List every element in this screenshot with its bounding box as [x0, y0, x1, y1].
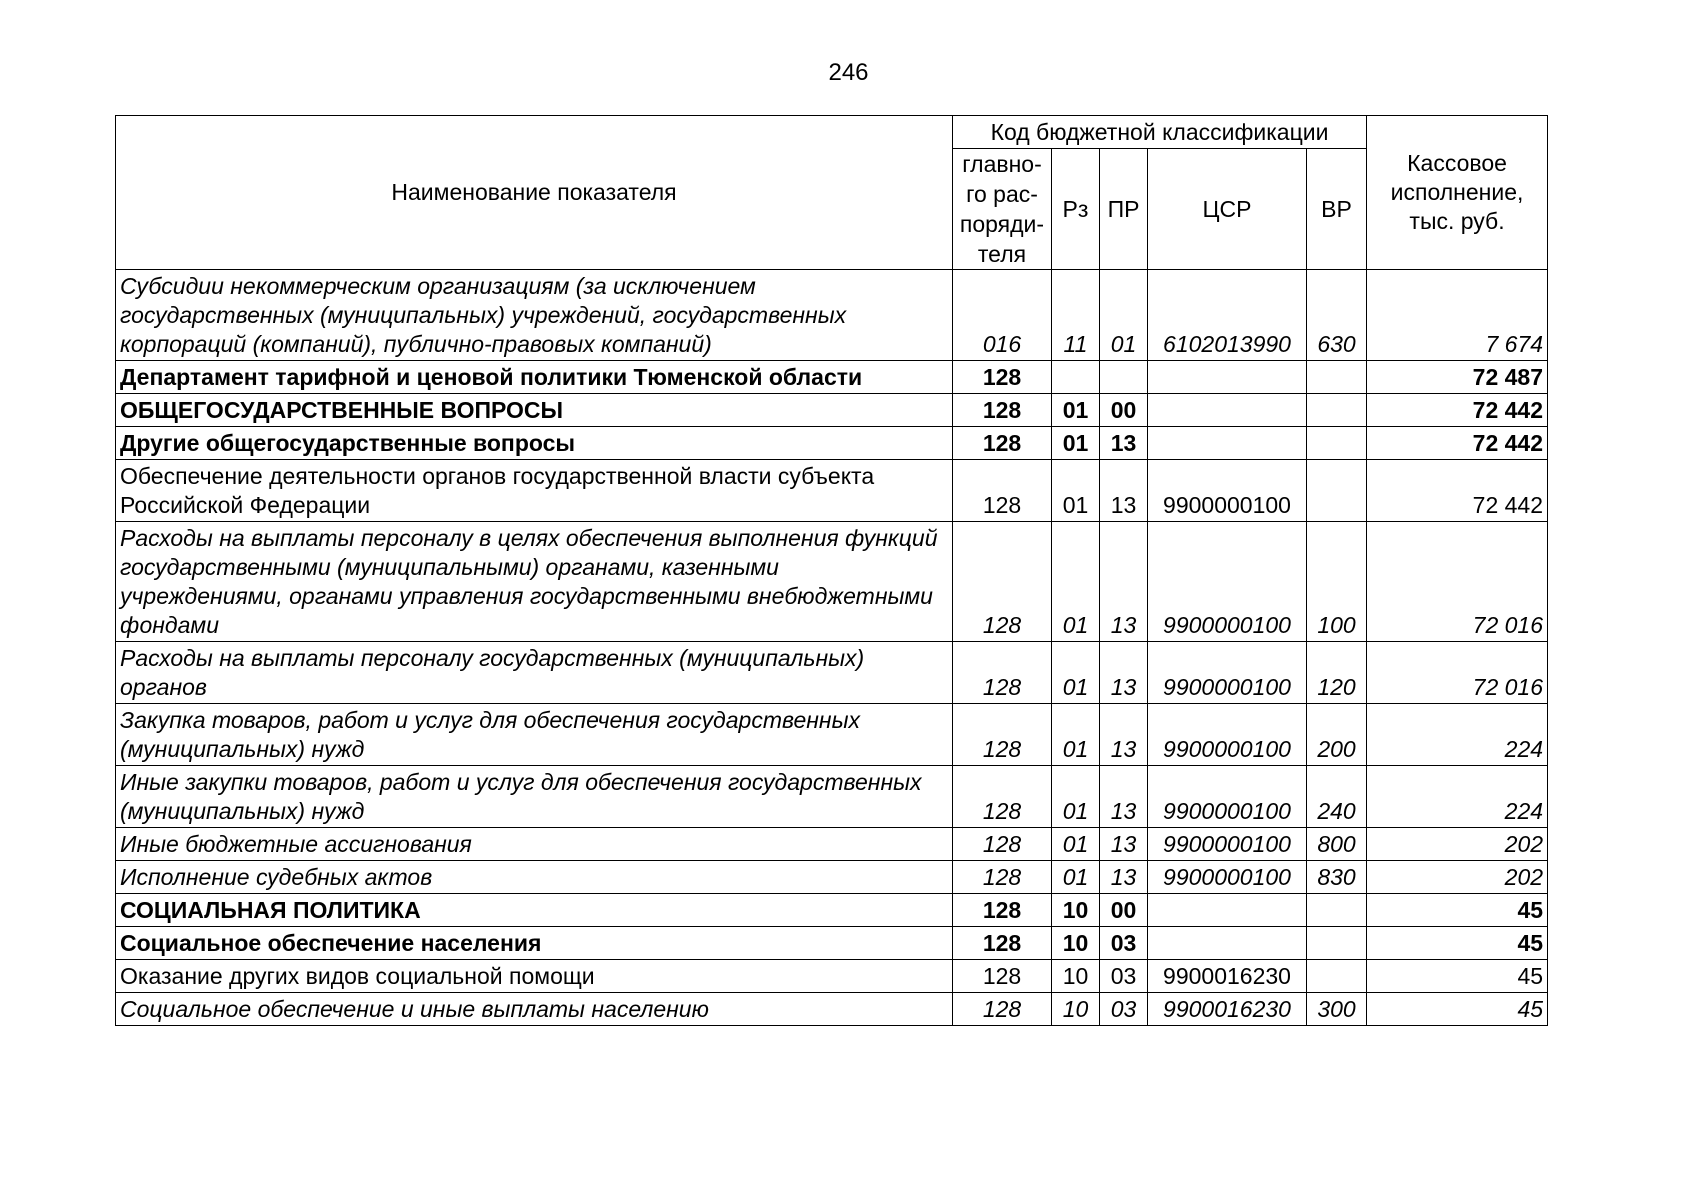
cell-vr: 300 [1307, 993, 1367, 1026]
cell-amount: 72 487 [1367, 361, 1548, 394]
cell-csr: 6102013990 [1148, 270, 1307, 361]
cell-glavn: 128 [953, 894, 1052, 927]
cell-glavn: 128 [953, 766, 1052, 828]
cell-vr: 630 [1307, 270, 1367, 361]
cell-amount: 72 016 [1367, 642, 1548, 704]
budget-table [115, 115, 1548, 1026]
table-row [116, 960, 1548, 993]
cell-glavn: 128 [953, 642, 1052, 704]
cell-rz: 01 [1052, 766, 1100, 828]
cell-rz: 10 [1052, 927, 1100, 960]
cell-glavn: 128 [953, 427, 1052, 460]
cell-rz: 01 [1052, 828, 1100, 861]
cell-pr [1100, 361, 1148, 394]
cell-name: Обеспечение деятельности органов государственной власти субъекта Российской Федерации [116, 460, 953, 522]
cell-csr [1148, 894, 1307, 927]
table-row [116, 270, 1548, 361]
page-number: 246 [828, 59, 869, 86]
cell-csr: 9900000100 [1148, 642, 1307, 704]
cell-name: Другие общегосударственные вопросы [116, 427, 953, 460]
cell-glavn: 128 [953, 828, 1052, 861]
cell-glavn: 128 [953, 927, 1052, 960]
header-rz: Рз [1052, 149, 1100, 270]
cell-amount: 45 [1367, 960, 1548, 993]
cell-pr: 13 [1100, 704, 1148, 766]
cell-vr: 830 [1307, 861, 1367, 894]
cell-name: Иные бюджетные ассигнования [116, 828, 953, 861]
cell-vr [1307, 460, 1367, 522]
table-row [116, 766, 1548, 828]
cell-name: ОБЩЕГОСУДАРСТВЕННЫЕ ВОПРОСЫ [116, 394, 953, 427]
cell-glavn: 128 [953, 522, 1052, 642]
cell-rz: 01 [1052, 427, 1100, 460]
cell-name: Социальное обеспечение и иные выплаты населению [116, 993, 953, 1026]
cell-csr: 9900000100 [1148, 828, 1307, 861]
cell-pr: 13 [1100, 427, 1148, 460]
cell-pr: 13 [1100, 460, 1148, 522]
cell-amount: 224 [1367, 766, 1548, 828]
cell-csr [1148, 361, 1307, 394]
cell-pr: 13 [1100, 766, 1148, 828]
table-row [116, 522, 1548, 642]
cell-csr [1148, 427, 1307, 460]
cell-rz: 01 [1052, 861, 1100, 894]
cell-pr: 13 [1100, 642, 1148, 704]
header-pr: ПР [1100, 149, 1148, 270]
table-row [116, 394, 1548, 427]
cell-pr: 03 [1100, 927, 1148, 960]
cell-vr [1307, 927, 1367, 960]
cell-amount: 45 [1367, 927, 1548, 960]
table-row [116, 361, 1548, 394]
cell-amount: 72 442 [1367, 427, 1548, 460]
cell-pr: 01 [1100, 270, 1148, 361]
table-row [116, 894, 1548, 927]
cell-pr: 03 [1100, 960, 1148, 993]
cell-glavn: 128 [953, 861, 1052, 894]
cell-glavn: 128 [953, 361, 1052, 394]
cell-csr: 9900000100 [1148, 460, 1307, 522]
cell-amount: 202 [1367, 828, 1548, 861]
cell-name: Оказание других видов социальной помощи [116, 960, 953, 993]
cell-name: Иные закупки товаров, работ и услуг для обеспечения государственных (муниципальных) нужд [116, 766, 953, 828]
header-vr: ВР [1307, 149, 1367, 270]
cell-name: Департамент тарифной и ценовой политики Тюменской области [116, 361, 953, 394]
cell-amount: 72 442 [1367, 460, 1548, 522]
cell-rz: 01 [1052, 394, 1100, 427]
cell-pr: 13 [1100, 828, 1148, 861]
cell-csr: 9900000100 [1148, 704, 1307, 766]
cell-amount: 202 [1367, 861, 1548, 894]
cell-glavn: 128 [953, 394, 1052, 427]
cell-vr [1307, 960, 1367, 993]
cell-vr: 800 [1307, 828, 1367, 861]
cell-rz: 10 [1052, 894, 1100, 927]
cell-pr: 13 [1100, 861, 1148, 894]
cell-name: СОЦИАЛЬНАЯ ПОЛИТИКА [116, 894, 953, 927]
table-row [116, 993, 1548, 1026]
cell-csr: 9900000100 [1148, 766, 1307, 828]
cell-amount: 224 [1367, 704, 1548, 766]
table-row [116, 828, 1548, 861]
cell-name: Исполнение судебных актов [116, 861, 953, 894]
cell-rz [1052, 361, 1100, 394]
cell-rz: 01 [1052, 704, 1100, 766]
cell-vr: 240 [1307, 766, 1367, 828]
table-row [116, 861, 1548, 894]
cell-glavn: 128 [953, 704, 1052, 766]
cell-vr: 120 [1307, 642, 1367, 704]
cell-rz: 11 [1052, 270, 1100, 361]
cell-name: Расходы на выплаты персоналу в целях обеспечения выполнения функций государственными (муниципальными) органами, казенными учреждениями, органами управления государственными внебюджетными фондами [116, 522, 953, 642]
cell-glavn: 128 [953, 460, 1052, 522]
cell-csr: 9900016230 [1148, 960, 1307, 993]
cell-pr: 00 [1100, 894, 1148, 927]
table-row [116, 927, 1548, 960]
table-body [116, 270, 1548, 1026]
cell-rz: 10 [1052, 960, 1100, 993]
cell-name: Социальное обеспечение населения [116, 927, 953, 960]
cell-csr: 9900000100 [1148, 861, 1307, 894]
table-row [116, 460, 1548, 522]
cell-vr [1307, 894, 1367, 927]
cell-vr: 200 [1307, 704, 1367, 766]
header-amount: Кассовое исполнение, тыс. руб. [1367, 116, 1548, 270]
cell-amount: 45 [1367, 993, 1548, 1026]
table-row [116, 427, 1548, 460]
cell-vr [1307, 361, 1367, 394]
header-csr: ЦСР [1148, 149, 1307, 270]
cell-csr [1148, 394, 1307, 427]
cell-csr: 9900016230 [1148, 993, 1307, 1026]
cell-glavn: 128 [953, 993, 1052, 1026]
cell-vr: 100 [1307, 522, 1367, 642]
cell-csr: 9900000100 [1148, 522, 1307, 642]
cell-amount: 72 016 [1367, 522, 1548, 642]
cell-name: Субсидии некоммерческим организациям (за исключением государственных (муниципальных) учреждений, государственных корпораций (компаний), публично-правовых компаний) [116, 270, 953, 361]
cell-glavn: 128 [953, 960, 1052, 993]
cell-csr [1148, 927, 1307, 960]
header-name: Наименование показателя [116, 116, 953, 270]
cell-pr: 13 [1100, 522, 1148, 642]
cell-name: Закупка товаров, работ и услуг для обеспечения государственных (муниципальных) нужд [116, 704, 953, 766]
cell-vr [1307, 427, 1367, 460]
cell-rz: 10 [1052, 993, 1100, 1026]
header-glavn: главно-го рас-поряди-теля [953, 149, 1052, 270]
cell-pr: 03 [1100, 993, 1148, 1026]
table-row [116, 704, 1548, 766]
cell-amount: 45 [1367, 894, 1548, 927]
cell-amount: 72 442 [1367, 394, 1548, 427]
cell-glavn: 016 [953, 270, 1052, 361]
cell-amount: 7 674 [1367, 270, 1548, 361]
header-code-group: Код бюджетной классификации [953, 116, 1367, 149]
cell-rz: 01 [1052, 522, 1100, 642]
cell-name: Расходы на выплаты персоналу государственных (муниципальных) органов [116, 642, 953, 704]
table-row [116, 642, 1548, 704]
cell-rz: 01 [1052, 642, 1100, 704]
cell-rz: 01 [1052, 460, 1100, 522]
cell-vr [1307, 394, 1367, 427]
cell-pr: 00 [1100, 394, 1148, 427]
